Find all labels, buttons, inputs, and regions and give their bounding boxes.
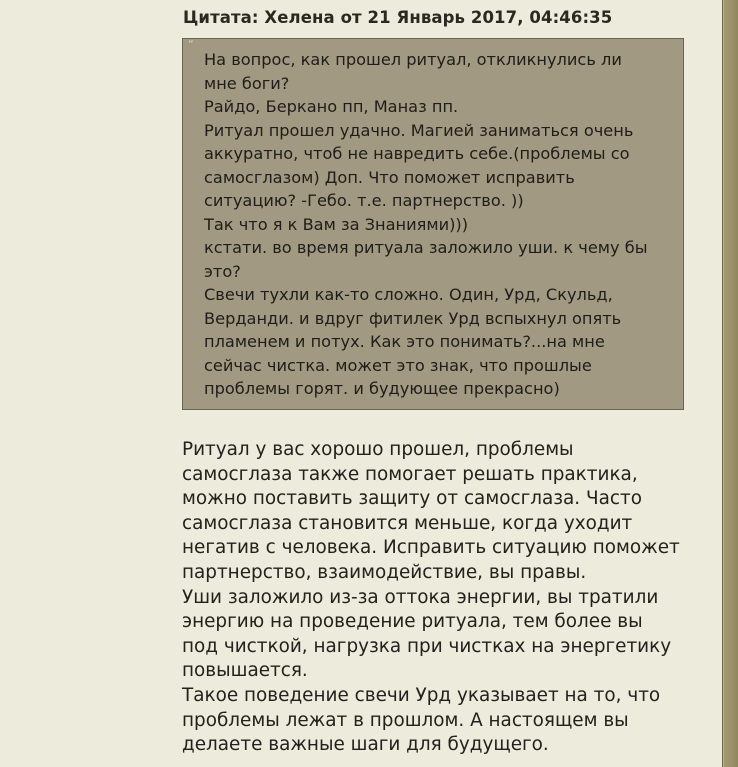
reply-line: повышается. — [182, 660, 308, 682]
reply-line: партнерство, взаимодействие, вы правы. — [182, 561, 587, 583]
quote-mark-icon: “ — [188, 38, 194, 51]
quote-line: мне боги? — [204, 73, 290, 93]
quote-header[interactable]: Цитата: Хелена от 21 Январь 2017, 04:46:35 — [183, 8, 613, 27]
reply-line: Уши заложило из-за оттока энергии, вы тратили — [182, 586, 659, 608]
reply-line: делаете важные шаги для будущего. — [182, 734, 549, 756]
quote-line: самосглазом) Доп. Что поможет исправить — [204, 167, 575, 187]
quote-line: аккуратно, чтоб не навредить себе.(проблемы со — [204, 144, 630, 163]
quote-line: Ритуал прошел удачно. Магией заниматься очень — [204, 120, 634, 140]
quote-line: На вопрос, как прошел ритуал, откликнулись ли — [204, 50, 622, 69]
quote-line: Райдо, Беркано пп, Маназ пп. — [204, 97, 459, 116]
quote-line: проблемы горят. и будующее прекрасно) — [204, 379, 560, 398]
quote-line: Верданди. и вдруг фитилек Урд вспыхнул опять — [204, 308, 622, 328]
quote-line: Свечи тухли как-то сложно. Один, Урд, Скульд, — [204, 285, 613, 304]
quote-line: кстати. во время ритуала заложило уши. к чему бы — [204, 238, 648, 257]
quote-line: ситуацию? -Гебо. т.е. партнерство. )) — [204, 191, 524, 210]
reply-line: Такое поведение свечи Урд указывает на то, что — [182, 684, 661, 706]
reply-line: самосглаза также помогает решать практика, — [182, 463, 638, 485]
reply-line: под чисткой, нагрузка при чистках на энергетику — [182, 635, 672, 657]
quote-box — [182, 38, 684, 410]
reply-line: энергию на проведение ритуала, тем более вы — [182, 611, 643, 633]
quote-line: сейчас чистка. может это знак, что прошлые — [204, 355, 592, 375]
reply-text — [182, 438, 702, 758]
reply-line: проблемы лежат в прошлом. А настоящем вы — [182, 709, 629, 731]
quote-line: Так что я к Вам за Знаниями))) — [204, 214, 469, 234]
page-side-border — [722, 0, 738, 767]
reply-line: можно поставить защиту от самосглаза. Часто — [182, 488, 642, 510]
reply-line: Ритуал у вас хорошо прошел, проблемы — [182, 439, 574, 460]
reply-line: негатив с человека. Исправить ситуацию поможет — [182, 537, 680, 559]
quote-text — [204, 48, 672, 401]
quote-line: пламенем и потух. Как это понимать?...на мне — [204, 332, 605, 351]
quote-line: это? — [204, 261, 241, 281]
reply-line: самосглаза становится меньше, когда уходит — [182, 512, 633, 534]
